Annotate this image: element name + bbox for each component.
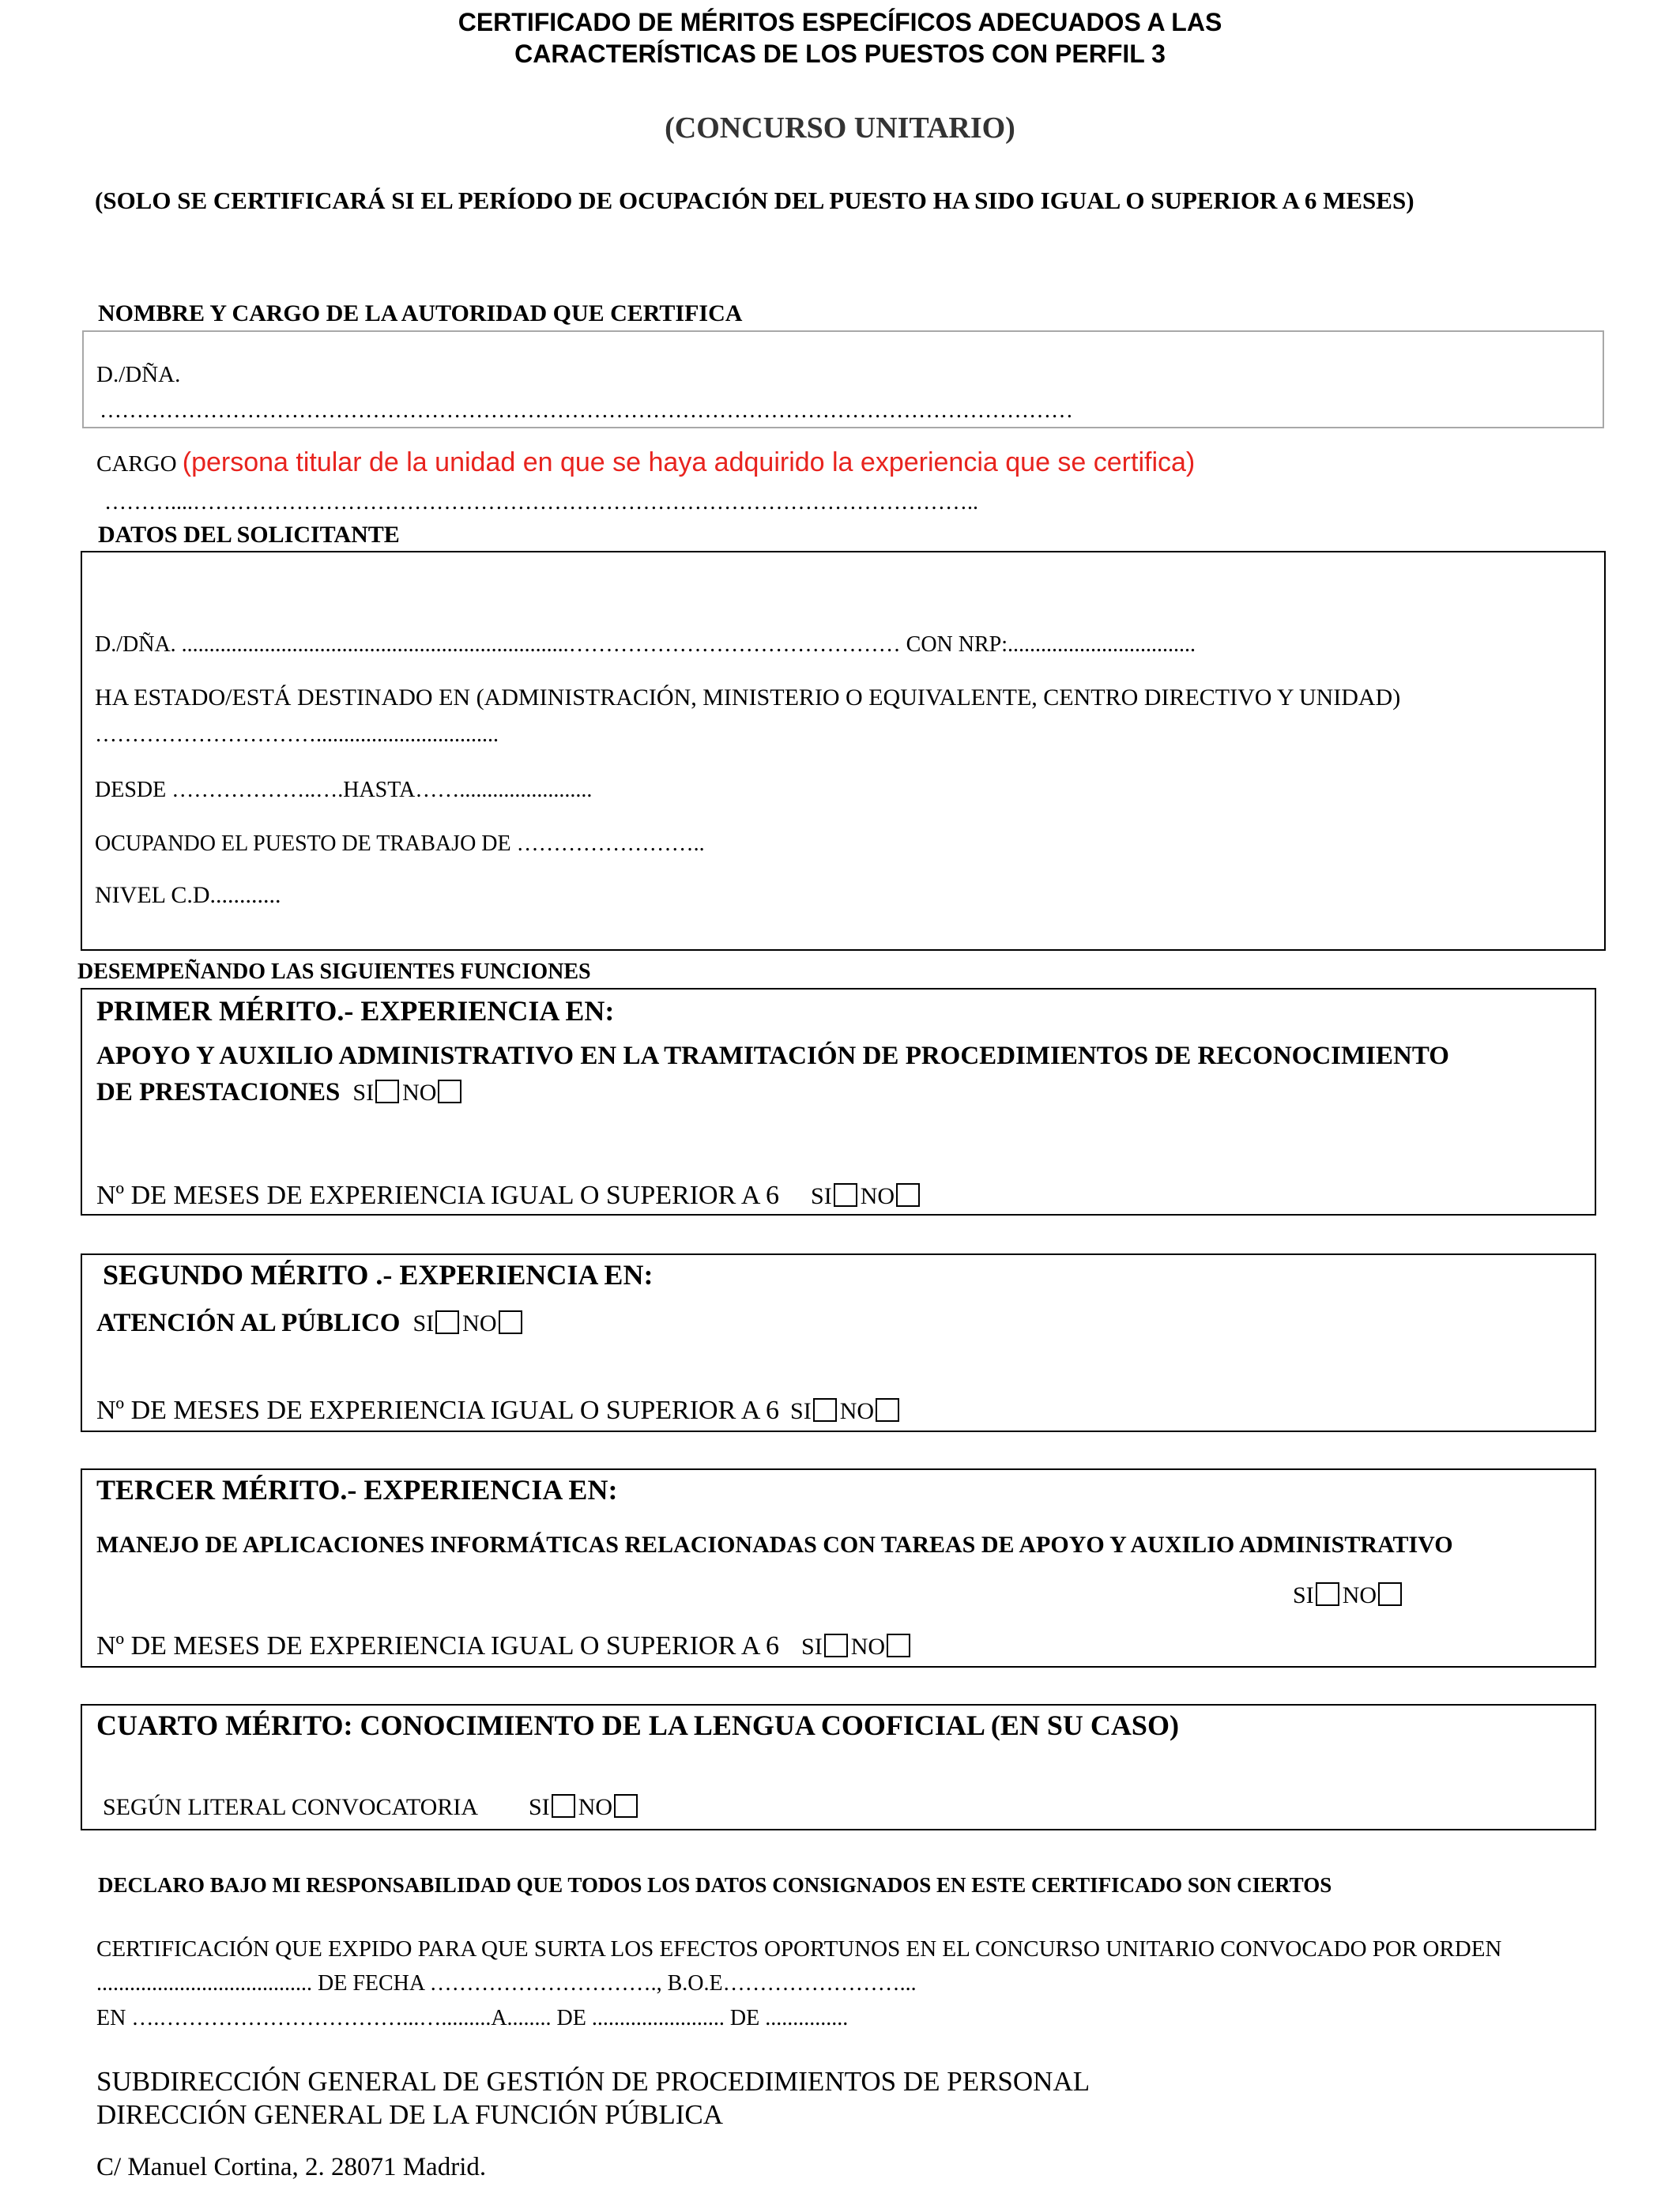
merit-3-yesno-row (1293, 1582, 1405, 1609)
applicant-name-line: D./DÑA. ......................................................................……………………………………… CON NRP:.................................. (95, 632, 1196, 657)
applicant-box (81, 551, 1606, 951)
merit-3-months-no-checkbox[interactable] (887, 1634, 910, 1657)
merit-3-title: TERCER MÉRITO.- EXPERIENCIA EN: (96, 1474, 618, 1506)
merit-3-yes-label: SI (1293, 1582, 1314, 1608)
applicant-destino-dots: …………………………................................. (95, 722, 499, 747)
merit-2-yes-checkbox[interactable] (435, 1310, 459, 1334)
functions-heading: DESEMPEÑANDO LAS SIGUIENTES FUNCIONES (77, 959, 591, 984)
merit-1-no-checkbox[interactable] (438, 1080, 461, 1103)
merit-1-months-no-checkbox[interactable] (896, 1183, 920, 1207)
merit-2-months-row (96, 1396, 902, 1426)
merit-1-no-label: NO (402, 1080, 437, 1106)
merit-4-desc-row (103, 1794, 641, 1821)
authority-name-label: D./DÑA. (96, 362, 181, 387)
footer-line2: DIRECCIÓN GENERAL DE LA FUNCIÓN PÚBLICA (96, 2099, 724, 2130)
document-title-line2: CARACTERÍSTICAS DE LOS PUESTOS CON PERFIL 3 (514, 40, 1166, 68)
merit-4-no-label: NO (578, 1794, 613, 1820)
merit-4-yes-label: SI (529, 1794, 550, 1820)
merit-2-desc-line1: ATENCIÓN AL PÚBLICO (96, 1309, 401, 1337)
merit-1-yes-label: SI (352, 1080, 375, 1106)
merit-2-no-label: NO (462, 1310, 497, 1336)
document-title-line1: CERTIFICADO DE MÉRITOS ESPECÍFICOS ADECUADOS A LAS (458, 8, 1222, 36)
merit-1-months-yes-checkbox[interactable] (834, 1183, 857, 1207)
merit-3-months-row (96, 1631, 913, 1661)
certification-line3: EN ….……………………………...….........A........ DE ........................ DE ............... (96, 2006, 849, 2030)
applicant-heading: DATOS DEL SOLICITANTE (98, 522, 400, 548)
authority-cargo-label: CARGO (96, 451, 177, 477)
merit-4-title: CUARTO MÉRITO: CONOCIMIENTO DE LA LENGUA COOFICIAL (EN SU CASO) (96, 1710, 1179, 1741)
footer-line1: SUBDIRECCIÓN GENERAL DE GESTIÓN DE PROCEDIMIENTOS DE PERSONAL (96, 2066, 1090, 2097)
merit-3-months-label: Nº DE MESES DE EXPERIENCIA IGUAL O SUPERIOR A 6 (96, 1631, 780, 1661)
applicant-destino-line: HA ESTADO/ESTÁ DESTINADO EN (ADMINISTRACIÓN, MINISTERIO O EQUIVALENTE, CENTRO DIRECTIVO Y UNIDAD) (95, 684, 1401, 711)
merit-3-months-no-label: NO (850, 1634, 886, 1660)
footer-address: C/ Manuel Cortina, 2. 28071 Madrid. (96, 2153, 487, 2181)
merit-2-months-label: Nº DE MESES DE EXPERIENCIA IGUAL O SUPERIOR A 6 (96, 1396, 780, 1425)
authority-heading: NOMBRE Y CARGO DE LA AUTORIDAD QUE CERTIFICA (98, 300, 743, 326)
merit-2-months-no-checkbox[interactable] (876, 1398, 899, 1422)
merit-1-desc-line2: DE PRESTACIONES (96, 1078, 341, 1106)
merit-1-months-row (96, 1181, 923, 1211)
declaration-text: DECLARO BAJO MI RESPONSABILIDAD QUE TODOS LOS DATOS CONSIGNADOS EN ESTE CERTIFICADO SON CIERTOS (98, 1873, 1332, 1897)
merit-1-yes-checkbox[interactable] (375, 1080, 399, 1103)
authority-cargo-dots: ………....…………………………………………………………………………………………….. (104, 490, 978, 515)
merit-1-desc-row (96, 1078, 465, 1107)
certification-line1: CERTIFICACIÓN QUE EXPIDO PARA QUE SURTA LOS EFECTOS OPORTUNOS EN EL CONCURSO UNITARIO CONVOCADO POR ORDEN (96, 1936, 1502, 1962)
merit-2-desc-row (96, 1309, 525, 1338)
merit-3-yes-checkbox[interactable] (1316, 1582, 1339, 1606)
merit-2-months-yes-checkbox[interactable] (813, 1398, 837, 1422)
merit-4-no-checkbox[interactable] (614, 1794, 638, 1818)
merit-2-no-checkbox[interactable] (499, 1310, 522, 1334)
applicant-puesto-line: OCUPANDO EL PUESTO DE TRABAJO DE …………………….. (95, 831, 705, 856)
authority-name-dots: …………………………………………………………………………………………………………………… (100, 398, 1073, 423)
merit-2-title: SEGUNDO MÉRITO .- EXPERIENCIA EN: (103, 1259, 654, 1291)
merit-1-months-no-label: NO (860, 1183, 895, 1209)
merit-3-no-label: NO (1342, 1582, 1377, 1608)
applicant-nivel-line: NIVEL C.D............ (95, 882, 281, 908)
merit-2-yes-label: SI (412, 1310, 435, 1336)
merit-3-months-yes-checkbox[interactable] (824, 1634, 848, 1657)
authority-cargo-row (96, 447, 1195, 478)
merit-1-desc-line1: APOYO Y AUXILIO ADMINISTRATIVO EN LA TRAMITACIÓN DE PROCEDIMIENTOS DE RECONOCIMIENTO (96, 1042, 1449, 1070)
merit-1-months-label: Nº DE MESES DE EXPERIENCIA IGUAL O SUPERIOR A 6 (96, 1181, 780, 1210)
merit-3-months-yes-label: SI (801, 1634, 823, 1660)
merit-1-months-yes-label: SI (811, 1183, 832, 1209)
merit-4-desc-line1: SEGÚN LITERAL CONVOCATORIA (103, 1794, 478, 1820)
document-subtitle: (CONCURSO UNITARIO) (665, 111, 1015, 145)
merit-2-months-no-label: NO (839, 1398, 875, 1424)
authority-cargo-note: (persona titular de la unidad en que se haya adquirido la experiencia que se certifica) (182, 447, 1196, 477)
merit-3-desc-line1: MANEJO DE APLICACIONES INFORMÁTICAS RELACIONADAS CON TAREAS DE APOYO Y AUXILIO ADMINISTRATIVO (96, 1532, 1453, 1558)
merit-1-title: PRIMER MÉRITO.- EXPERIENCIA EN: (96, 995, 615, 1027)
document-note: (SOLO SE CERTIFICARÁ SI EL PERÍODO DE OCUPACIÓN DEL PUESTO HA SIDO IGUAL O SUPERIOR A 6 MESES) (95, 187, 1414, 214)
merit-4-yes-checkbox[interactable] (552, 1794, 575, 1818)
certification-line2: ....................................... DE FECHA …………………………., B.O.E……………………... (96, 1971, 917, 1996)
merit-3-no-checkbox[interactable] (1378, 1582, 1402, 1606)
applicant-desde-line: DESDE ………………..….HASTA……........................ (95, 778, 593, 802)
merit-2-months-yes-label: SI (790, 1398, 812, 1424)
